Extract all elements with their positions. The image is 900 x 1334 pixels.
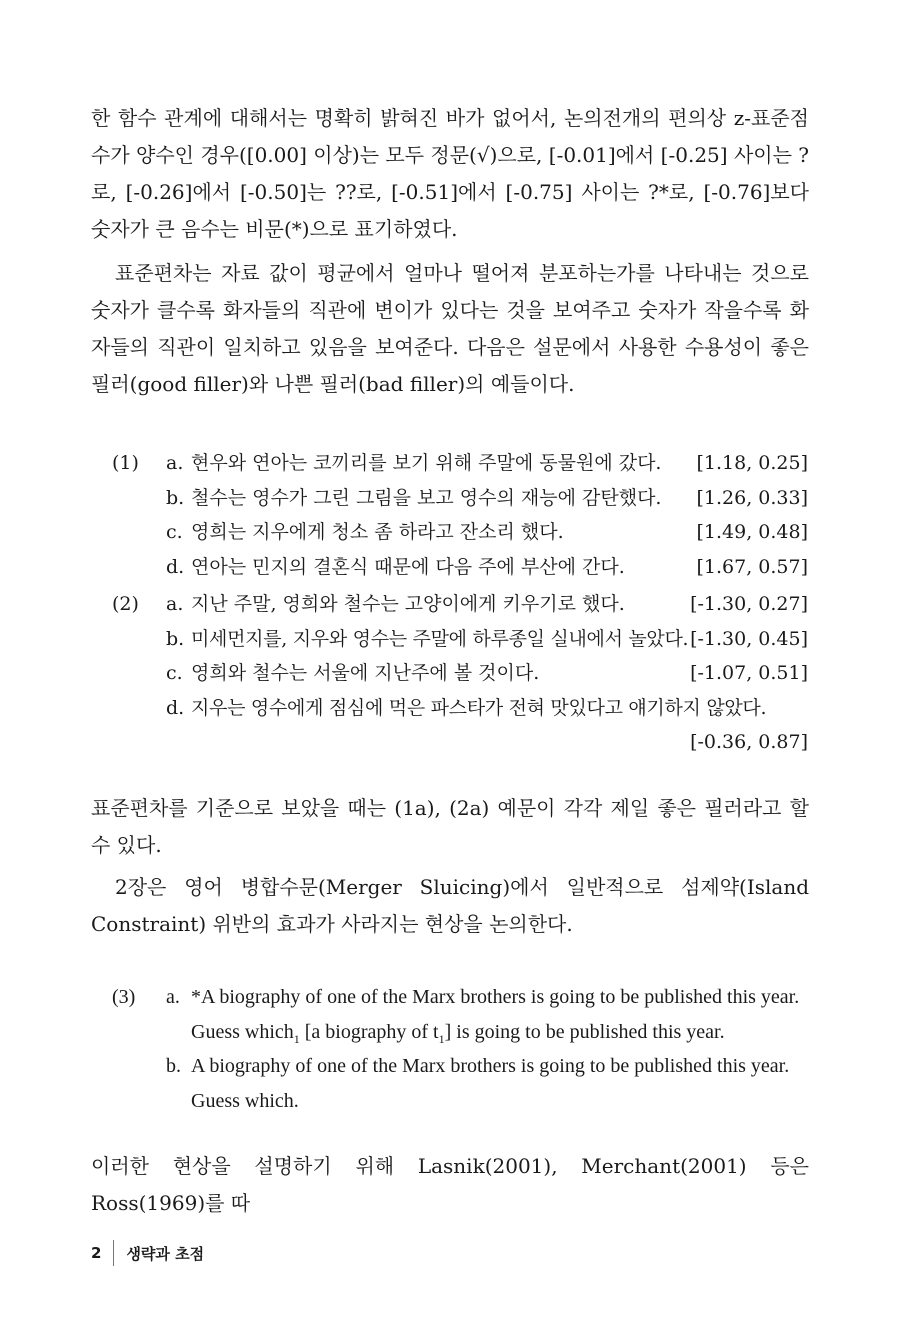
- example-row: [112, 1015, 808, 1050]
- trace-index: 1: [438, 1031, 445, 1046]
- example-row: [112, 691, 808, 726]
- footer-divider: [113, 1240, 114, 1266]
- trace-index: 1: [293, 1031, 300, 1046]
- example-number: (3): [112, 986, 136, 1008]
- example-letter: a.: [166, 593, 184, 615]
- text-segment: ] is going to be published this year.: [444, 1020, 725, 1043]
- example-value: [1.49, 0.48]: [696, 521, 808, 543]
- example-text: 철수는 영수가 그린 그림을 보고 영수의 재능에 감탄했다.: [191, 486, 662, 509]
- example-letter: a.: [166, 452, 184, 474]
- example-2: [112, 587, 808, 760]
- example-row: [112, 980, 808, 1015]
- example-value: [-1.30, 0.45]: [690, 627, 808, 650]
- example-row: [112, 1049, 808, 1084]
- example-letter: c.: [166, 662, 183, 684]
- example-value: [-1.07, 0.51]: [690, 662, 808, 684]
- example-row: [112, 515, 808, 550]
- example-text: 지우는 영수에게 점심에 먹은 파스타가 전혀 맛있다고 얘기하지 않았다.: [191, 696, 767, 719]
- example-text: Guess which.: [191, 1089, 299, 1112]
- example-row: [112, 587, 808, 622]
- example-letter: c.: [166, 521, 183, 543]
- example-text: 미세먼지를, 지우와 영수는 주말에 하루종일 실내에서 놀았다.: [191, 627, 689, 650]
- example-row: [112, 446, 808, 481]
- example-text: 영희는 지우에게 청소 좀 하라고 잔소리 했다.: [191, 521, 564, 543]
- paragraph-2: 표준편차는 자료 값이 평균에서 얼마나 떨어져 분포하는가를 나타내는 것으로 숫자가 클수록 화자들의 직관에 변이가 있다는 것을 보여주고 숫자가 작을수록 화자들의 직관이 일치하고 있음을 보여준다. 다음은 설문에서 사용한 수용성이 좋은 필러(good filler)와 나쁜 필러(bad filler)의 예들이다.: [91, 261, 809, 396]
- example-3: [112, 980, 808, 1118]
- paragraph-4: 2장은 영어 병합수문(Merger Sluicing)에서 일반적으로 섬제약(Island Constraint) 위반의 효과가 사라지는 현상을 논의한다.: [91, 875, 809, 936]
- example-number: (1): [112, 452, 139, 474]
- text-segment: [a biography of t: [299, 1020, 439, 1043]
- example-value: [1.26, 0.33]: [696, 486, 808, 509]
- example-value: [-1.30, 0.27]: [690, 593, 808, 615]
- paragraph-3: 표준편차를 기준으로 보았을 때는 (1a), (2a) 예문이 각각 제일 좋은 필러라고 할 수 있다.: [91, 796, 809, 857]
- example-row: [112, 481, 808, 516]
- example-text: A biography of one of the Marx brothers is going to be published this year.: [191, 1055, 790, 1077]
- example-1: [112, 446, 808, 584]
- paragraph-5: 이러한 현상을 설명하기 위해 Lasnik(2001), Merchant(2001) 등은 Ross(1969)를 따: [91, 1154, 809, 1215]
- example-text: 영희와 철수는 서울에 지난주에 볼 것이다.: [191, 662, 540, 684]
- example-letter: b.: [166, 486, 185, 509]
- example-letter: d.: [166, 555, 185, 578]
- example-row: [112, 725, 808, 760]
- text-segment: Guess which: [191, 1020, 294, 1043]
- example-text: 현우와 연아는 코끼리를 보기 위해 주말에 동물원에 갔다.: [191, 452, 662, 474]
- example-letter: d.: [166, 696, 185, 719]
- example-number: (2): [112, 593, 139, 615]
- example-letter: b.: [166, 1055, 181, 1077]
- page-number: 2: [91, 1244, 102, 1262]
- example-text: 지난 주말, 영희와 철수는 고양이에게 키우기로 했다.: [191, 593, 625, 615]
- page-footer: [91, 1240, 204, 1266]
- example-row: [112, 656, 808, 691]
- example-letter: a.: [166, 986, 180, 1008]
- example-value: [-0.36, 0.87]: [690, 731, 808, 753]
- paragraph-1: 한 함수 관계에 대해서는 명확히 밝혀진 바가 없어서, 논의전개의 편의상 z-표준점수가 양수인 경우([0.00] 이상)는 모두 정문(√)으로, [-0.01]에서 [-0.25] 사이는 ?로, [-0.26]에서 [-0.50]는 ??로, [-0.51]에서 [-0.75] 사이는 ?*로, [-0.76]보다 숫자가 큰 음수는 비문(*)으로 표기하였다.: [91, 106, 809, 241]
- example-row: [112, 550, 808, 585]
- running-title: 생략과 초점: [126, 1244, 205, 1263]
- example-value: [1.67, 0.57]: [696, 555, 808, 578]
- example-text: *A biography of one of the Marx brothers is going to be published this year.: [191, 986, 800, 1008]
- example-value: [1.18, 0.25]: [696, 452, 808, 474]
- example-letter: b.: [166, 627, 185, 650]
- example-text: 연아는 민지의 결혼식 때문에 다음 주에 부산에 간다.: [191, 555, 625, 578]
- example-row: [112, 622, 808, 657]
- example-row: [112, 1084, 808, 1119]
